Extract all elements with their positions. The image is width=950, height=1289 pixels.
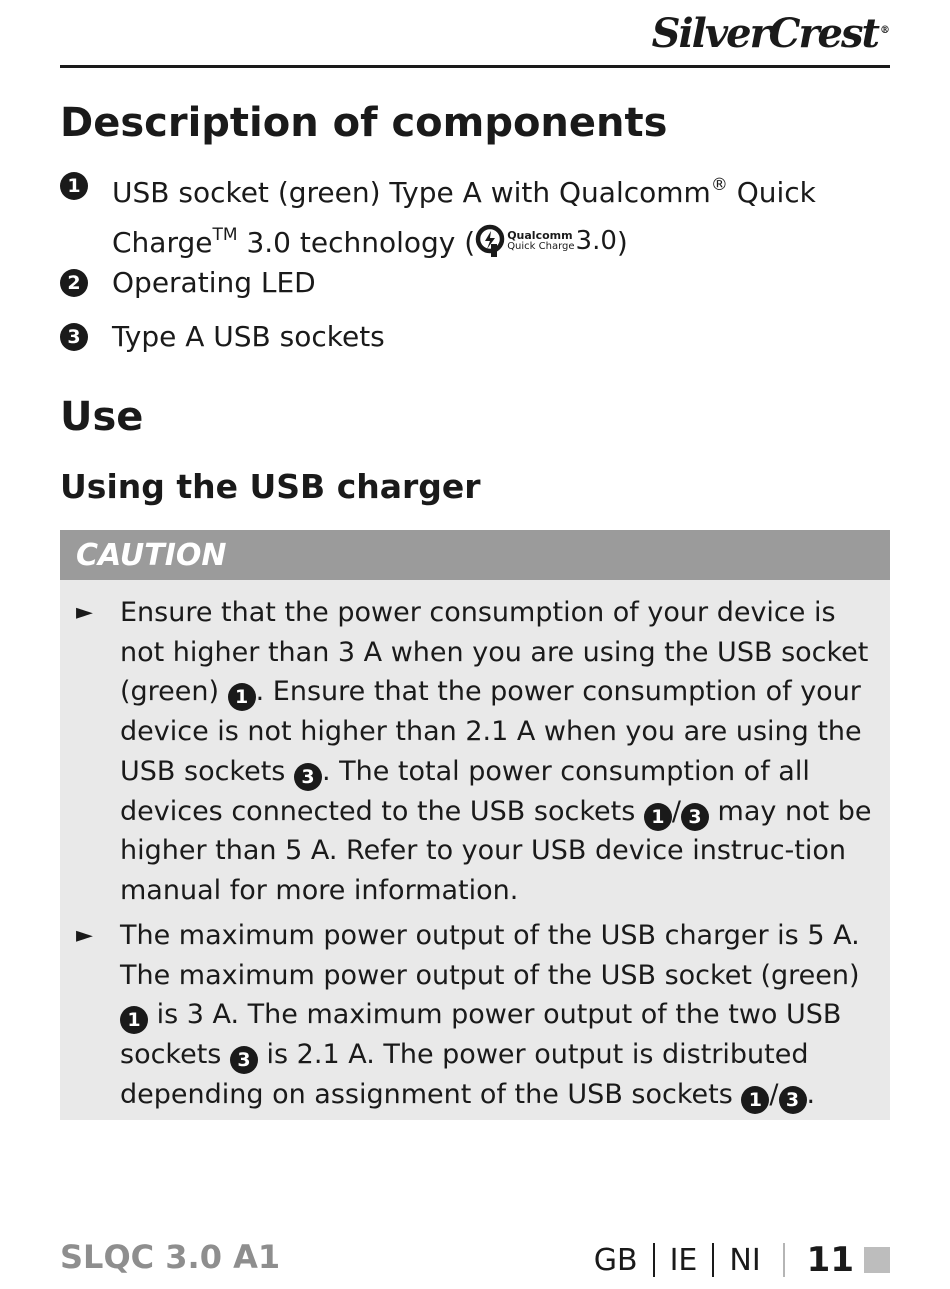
triangle-bullet-icon: ► xyxy=(76,923,93,948)
triangle-bullet-icon: ► xyxy=(76,600,93,625)
component-item-1 xyxy=(60,164,880,264)
footer-divider xyxy=(653,1243,655,1277)
component-item-3 xyxy=(60,315,880,358)
ref-separator: / xyxy=(769,1078,779,1110)
component-ref: 1 xyxy=(228,683,256,711)
brand-name: SilverCrest xyxy=(651,10,878,57)
qc-sub: Quick Charge xyxy=(507,241,575,252)
component-item-2 xyxy=(60,261,880,304)
caution-bullet-1 xyxy=(76,593,876,911)
bullet-text-part: . Ensure that the power consumption of your device is not higher than 2.1 A when you are using the USB sockets xyxy=(120,676,862,787)
bullet-text-part: Ensure that the power consumption of your device is not higher than 3 A when you are using the USB socket (green) xyxy=(120,597,869,708)
component-ref: 1 xyxy=(741,1086,769,1114)
bullet-text xyxy=(120,593,876,911)
footer-lang-gb: GB xyxy=(593,1242,638,1278)
component-ref: 3 xyxy=(681,803,709,831)
caution-header: CAUTION xyxy=(60,530,890,580)
component-text: Type A USB sockets xyxy=(112,320,385,353)
ref-separator: / xyxy=(671,795,681,827)
component-text-part: Quick Charge xyxy=(112,176,816,259)
component-ref: 3 xyxy=(294,763,322,791)
registered-mark: ® xyxy=(710,175,728,195)
page-number: 11 xyxy=(806,1240,854,1280)
footer-divider xyxy=(712,1243,714,1277)
bullet-text-part: may not be higher than 5 A. Refer to your USB device instruc-tion manual for more information. xyxy=(120,795,872,906)
component-number: 2 xyxy=(60,269,88,297)
component-ref: 3 xyxy=(779,1086,807,1114)
component-text xyxy=(112,164,880,264)
component-ref: 3 xyxy=(230,1046,258,1074)
qualcomm-quick-charge-logo xyxy=(475,223,617,259)
component-number: 1 xyxy=(60,172,88,200)
component-ref: 1 xyxy=(644,803,672,831)
section-title-description: Description of components xyxy=(60,100,668,146)
brand-logo xyxy=(652,10,890,57)
component-number: 3 xyxy=(60,323,88,351)
page-marker-square xyxy=(864,1247,890,1273)
footer-lang-ni: NI xyxy=(729,1242,761,1278)
trademark-mark: TM xyxy=(212,225,238,245)
bullet-text-part: is 3 A. The maximum power output of the two USB sockets xyxy=(120,999,842,1071)
bullet-text-part: is 2.1 A. The power output is distributed depending on assignment of the USB sockets xyxy=(120,1039,809,1110)
bullet-text-part: . xyxy=(806,1078,816,1110)
section-title-use: Use xyxy=(60,394,144,440)
brand-reg-mark: ® xyxy=(880,24,890,36)
qc-words xyxy=(507,230,574,252)
footer-right xyxy=(594,1238,890,1282)
footer-lang-ie: IE xyxy=(669,1242,698,1278)
footer-divider xyxy=(783,1243,785,1277)
quick-charge-icon xyxy=(475,224,505,258)
header-rule xyxy=(60,65,890,68)
component-text-part: 3.0 technology ( xyxy=(237,226,476,259)
component-text-part: ) xyxy=(616,226,628,259)
bullet-text xyxy=(120,916,876,1115)
qc-version: 3.0 xyxy=(575,225,617,256)
subsection-title: Using the USB charger xyxy=(60,467,481,506)
component-ref: 1 xyxy=(120,1006,148,1034)
component-text: Operating LED xyxy=(112,266,316,299)
bullet-text-part: . The total power consumption of all devices connected to the USB sockets xyxy=(120,755,810,827)
caution-box xyxy=(60,530,890,1120)
bullet-text-part: The maximum power output of the USB charger is 5 A. The maximum power output of the USB socket (green) xyxy=(120,920,860,991)
caution-bullet-2 xyxy=(76,916,876,1115)
qc-brand: Qualcomm xyxy=(507,229,573,242)
component-text-part: USB socket (green) Type A with Qualcomm xyxy=(112,176,711,209)
footer-model: SLQC 3.0 A1 xyxy=(60,1238,281,1276)
